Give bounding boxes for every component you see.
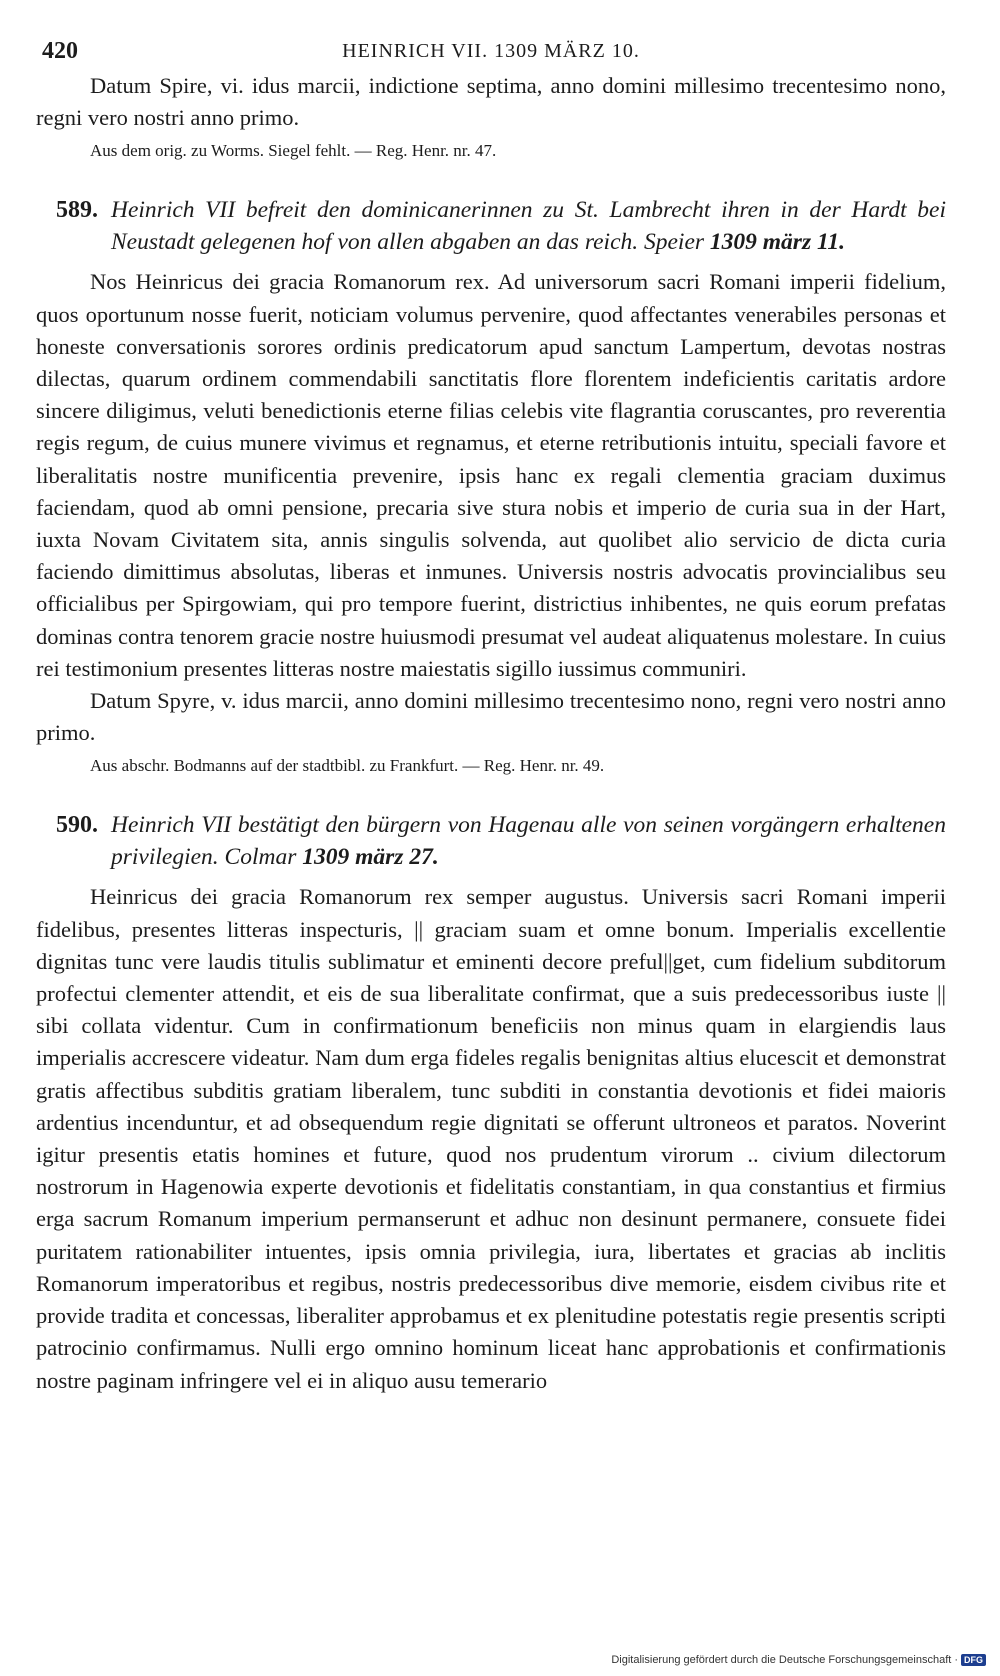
entry-number: 590. — [56, 812, 98, 839]
charter-text-590: Heinricus dei gracia Romanorum rex semper augustus. Universis sacri Romani imperii fidelibus, presentes litteras inspecturis, || graciam suam et omne bonum. Imperialis excellentie dignitas tunc vere laudis titulis sublimatur et eminenti decore preful||get, cum fidelium subditorum profectui clementer attendit, et eis de sua liberalitate confirmat, que a suis predecessoribus iuste || sibi collata videntur. Cum in confirmationum beneficiis non minus quam in elargiendis laus imperialis accrescere videatur. Nam dum erga fideles regalis benignitas altius elucescit et demonstrat gratis affectibus subditis gratiam liberalem, tunc subditi in constantia devotionis et fidei maioris ardentius incenduntur, et ad obsequendum regie dignitati se offerunt ultroneos et paratos. Noverint igitur presentis etatis homines et future, quod nos prudentum virorum .. civium dilectorum nostrorum in Hagenowia experte devotionis et fidelitatis constantiam, in qua constantius et firmius erga sacrum Romanum imperium permanserunt et adhuc non desinunt permanere, consuete fidei puritatem rationabiliter intuentes, ipsis omnia privilegia, iura, libertates et gracias ab inclitis Romanorum imperatoribus et regibus, nostris predecessoribus dive memorie, eisdem civibus rite et provide tradita et concessas, liberaliter approbamus et ex plenitudine potestatis regie presentis scripti patrocinio confirmamus. Nulli ergo omnino hominum liceat hanc approbationis et confirmationis nostre paginam infringere vel ei in aliquo ausu temerario — [36, 884, 946, 1393]
entry-title — [111, 194, 946, 258]
page-header — [36, 30, 946, 70]
dating-clause-589: Datum Spyre, v. idus marcii, anno domini millesimo trecentesimo nono, regni vero nostri anno primo. — [36, 688, 946, 746]
entry-date: 1309 märz 11. — [709, 229, 846, 256]
source-note-588: Aus dem orig. zu Worms. Siegel fehlt. — Reg. Henr. nr. 47. — [90, 141, 497, 161]
entry-date: 1309 märz 27. — [302, 844, 439, 871]
digitization-footer: Digitalisierung gefördert durch die Deutsche Forschungsgemeinschaft · DFG — [611, 1654, 986, 1666]
page-number: 420 — [42, 38, 78, 64]
dating-clause-588: Datum Spire, vi. idus marcii, indictione septima, anno domini millesimo trecentesimo nono, regni vero nostri anno primo. — [36, 73, 946, 131]
entry-heading-590 — [36, 809, 946, 873]
dfg-logo-icon: DFG — [961, 1654, 986, 1666]
footer-credit: Digitalisierung gefördert durch die Deutsche Forschungsgemeinschaft — [611, 1654, 952, 1666]
entry-title — [111, 809, 946, 873]
document-page — [36, 30, 946, 1397]
entry-title-text: Heinrich VII befreit den dominicanerinnen zu St. Lambrecht ihren in der Hardt bei Neustadt gelegenen hof von allen abgaben an das reich. Speier — [111, 197, 946, 256]
entry-title-text: Heinrich VII bestätigt den bürgern von Hagenau alle von seinen vorgängern erhaltenen privilegien. Colmar — [111, 812, 946, 871]
charter-text-589: Nos Heinricus dei gracia Romanorum rex. Ad universorum sacri Romani imperii fidelium, quos oportunum nosse fuerit, noticiam volumus pervenire, quod affectantes venerabiles personas et honeste conversationis sorores ordinis predicatorum apud sanctum Lampertum, devotas nostras dilectas, quarum ordinem commendabili sanctitatis flore florentem indeficientis caritatis ardore sincere diligimus, veluti benedictionis eterne filias celebis vite flagrantia coruscantes, pro reverentia regis regum, de cuius munere vivimus et regnamus, et eterne retributionis intuitu, speciali favore et liberalitatis nostre munificentia prevenire, ipsis hanc ex regali clementia graciam duximus faciendam, quod ab omni pensione, precaria sive stura nobis et imperio de curia sua in der Hart, iuxta Novam Civitatem sita, annis singulis solvenda, aut quolibet alio servicio de dicta curia faciendo dimittimus absolutas, liberas et inmunes. Universis nostris advocatis provincialibus seu officialibus per Spirgowiam, qui pro tempore fuerint, districtius inhibentes, ne quis eorum prefatas dominas contra tenorem gracie nostre huiusmodi presumat vel audeat aliquatenus molestare. In cuius rei testimonium presentes litteras nostre maiestatis sigillo iussimus communiri. — [36, 269, 946, 681]
source-note-589: Aus abschr. Bodmanns auf der stadtbibl. zu Frankfurt. — Reg. Henr. nr. 49. — [90, 756, 605, 776]
running-title: HEINRICH VII. 1309 MÄRZ 10. — [342, 40, 640, 62]
entry-number: 589. — [56, 197, 98, 224]
entry-heading-589 — [36, 194, 946, 258]
